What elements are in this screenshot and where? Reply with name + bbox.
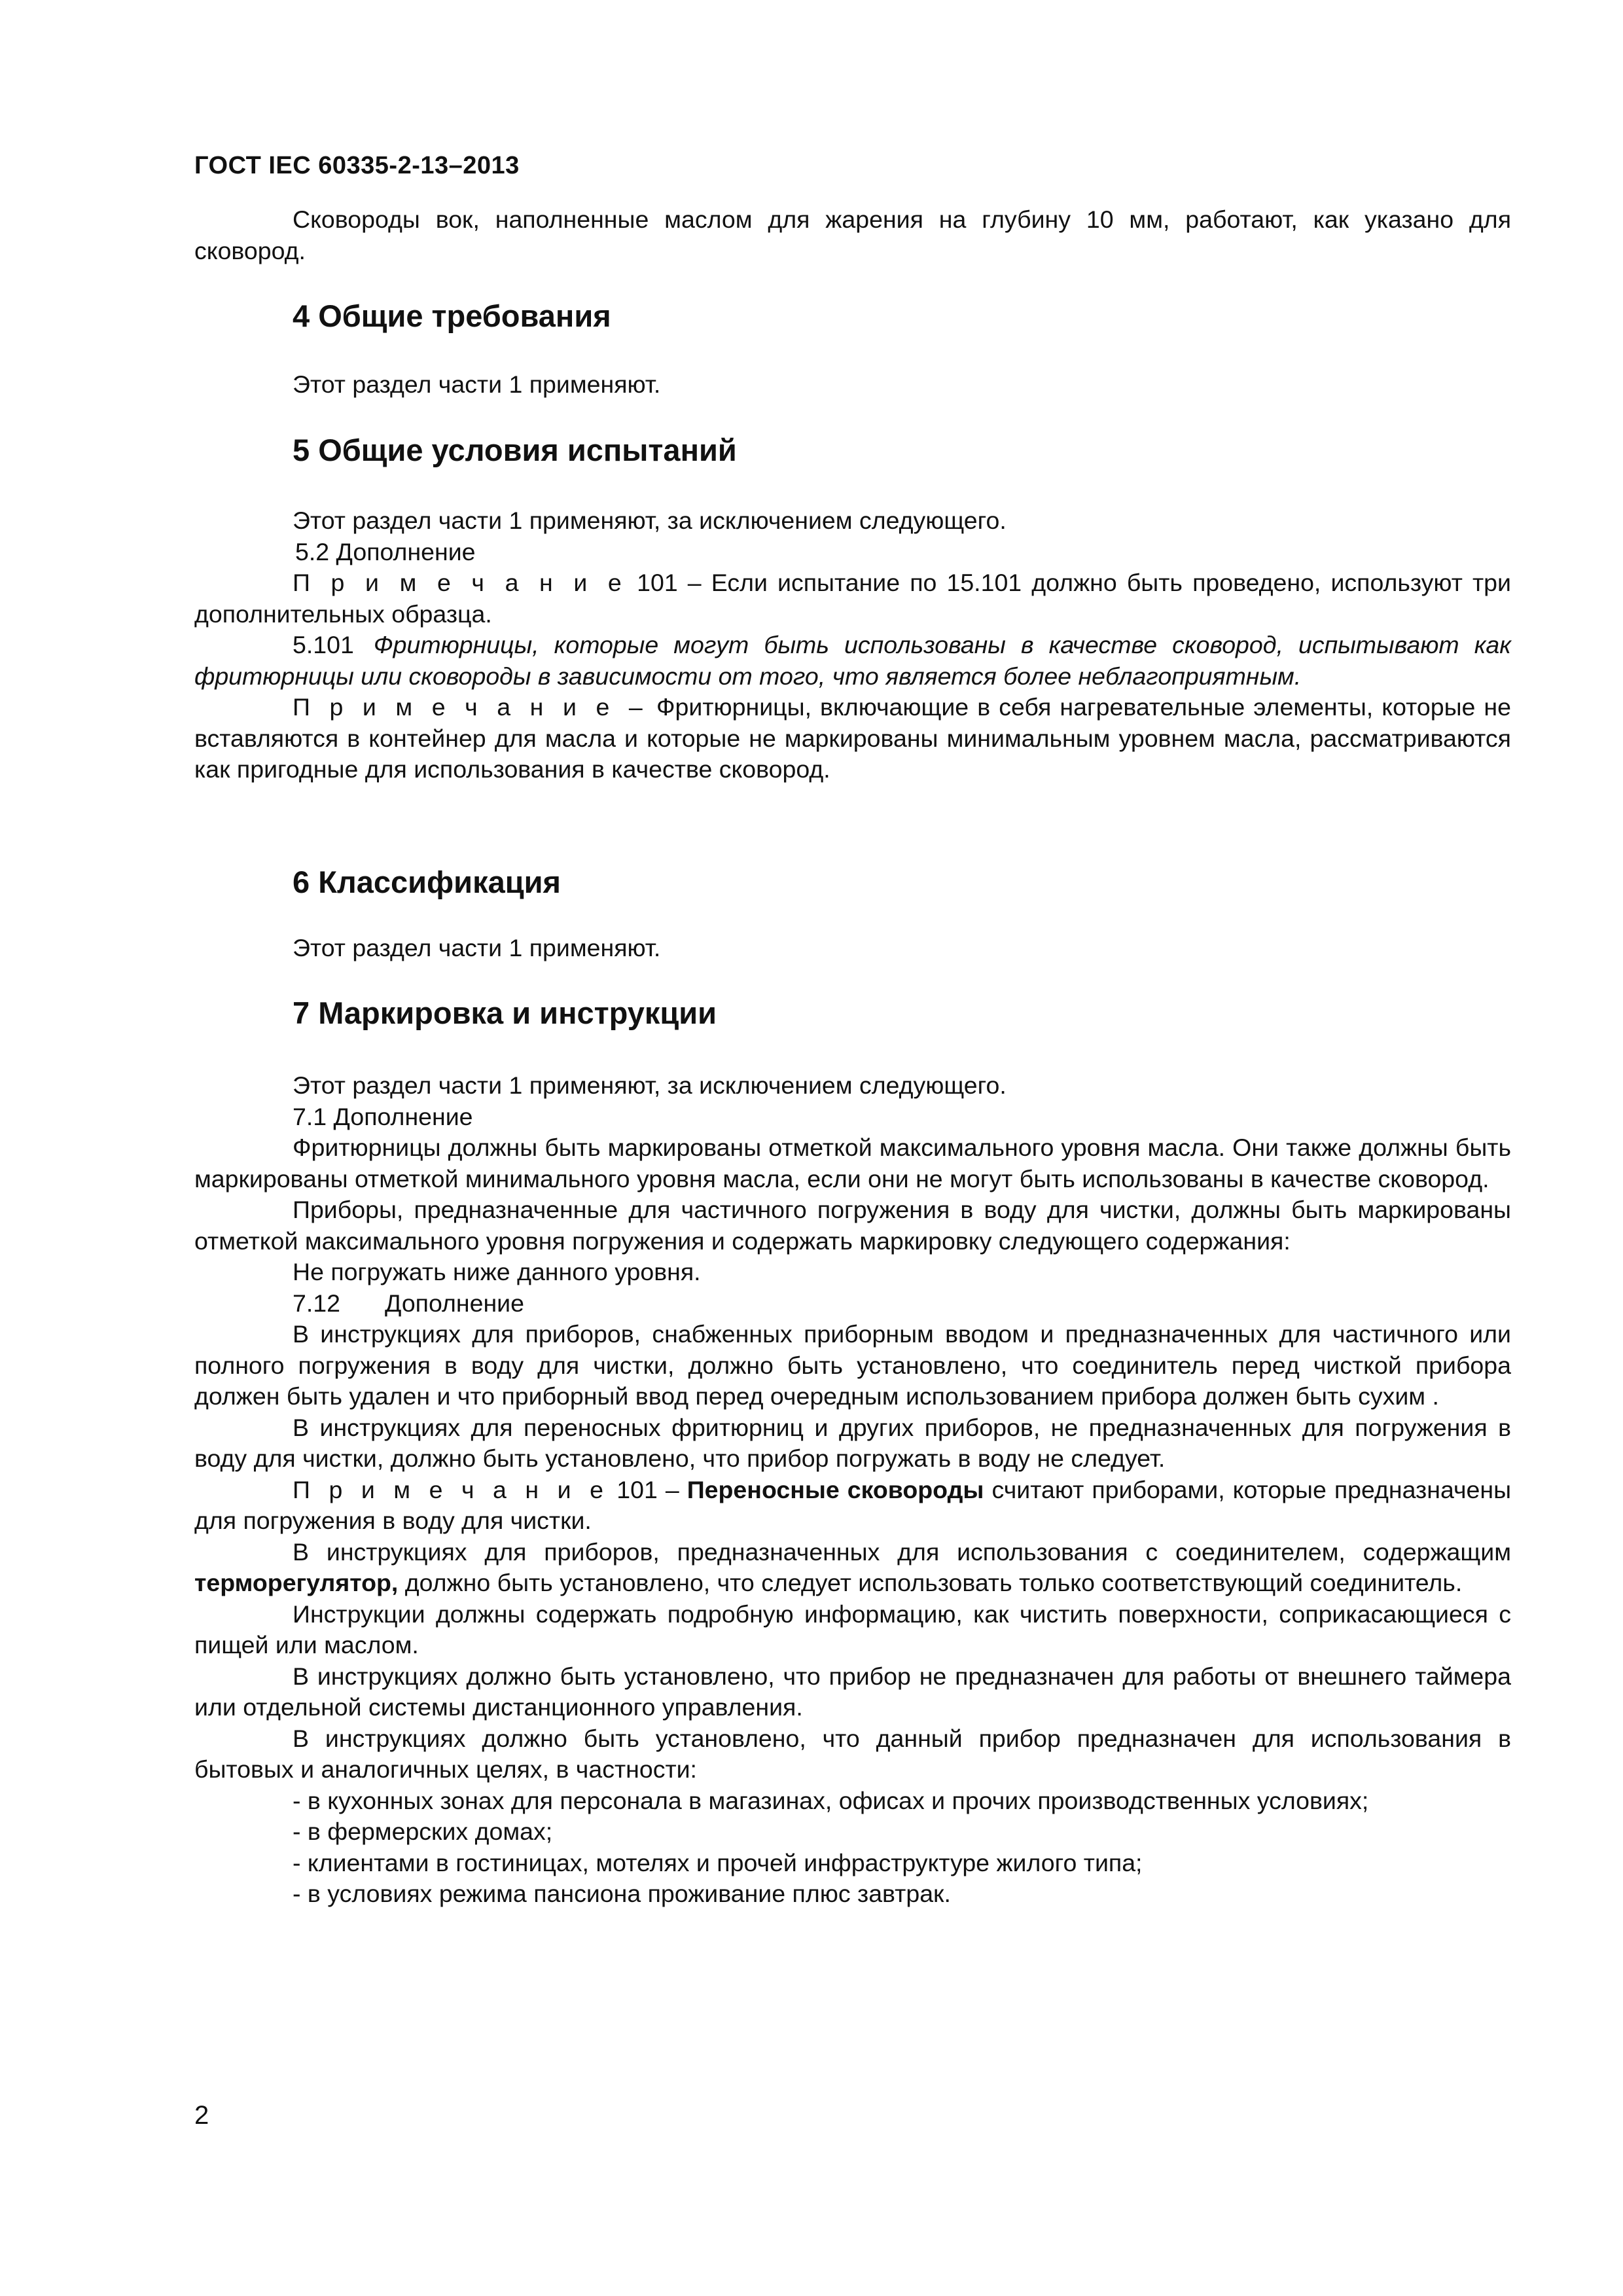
section-7-paragraph: В инструкциях для переносных фритюрниц и других приборов, не предназначенных для погружения в воду для чистки, должно быть установлено, что прибор погружать в воду не следует. [194,1413,1511,1472]
section-5-heading: 5 Общие условия испытаний [293,433,737,467]
section-6-text: Этот раздел части 1 применяют. [293,934,661,961]
section-7-1-clause: 7.1 Дополнение [293,1102,473,1130]
text-run: должно быть установлено, что следует использовать только соответствующий соединитель. [404,1569,1463,1596]
clause-7-12 [194,1288,1511,1319]
marking-text: Не погружать ниже данного уровня. [293,1258,701,1285]
section-5-intro: Этот раздел части 1 применяют, за исключением следующего. [293,507,1007,534]
section-7-paragraph: Приборы, предназначенные для частичного погружения в воду для чистки, должны быть маркированы отметкой максимального уровня погружения и содержать маркировку следующего содержания: [194,1196,1511,1255]
section-4-heading: 4 Общие требования [293,298,611,333]
section-7-paragraph: В инструкциях должно быть установлено, что прибор не предназначен для работы от внешнего таймера или отдельной системы дистанционного управления. [194,1662,1511,1721]
clause-5-101 [194,630,1511,692]
section-7-paragraph: В инструкциях для приборов, снабженных приборным вводом и предназначенных для частичного или полного погружения в воду для чистки, должно быть установлено, что соединитель перед чисткой прибора должен быть удален и что приборный ввод перед очередным использованием прибора должен быть сухим . [194,1320,1511,1410]
list-item: - в кухонных зонах для персонала в магазинах, офисах и прочих производственных условиях; [293,1786,1369,1814]
section-6-heading: 6 Классификация [293,865,561,899]
section-7-paragraph: Фритюрницы должны быть маркированы отметкой максимального уровня масла. Они также должны быть маркированы отметкой минимального уровня масла, если они не могут быть использованы в качестве сковород. [194,1134,1511,1193]
list-item: - в фермерских домах; [293,1818,553,1845]
section-4-body [194,369,1511,401]
section-7-paragraph: В инструкциях должно быть установлено, что данный прибор предназначен для использования в бытовых и аналогичных целях, в частности: [194,1724,1511,1783]
bold-term: терморегулятор, [194,1569,399,1596]
section-7-intro: Этот раздел части 1 применяют, за исключением следующего. [293,1071,1007,1099]
clause-text: Фритюрницы, которые могут быть использованы в качестве сковород, испытывают как фритюрницы или сковороды в зависимости от того, что является более неблагоприятным. [194,631,1511,690]
note-label: П р и м е ч а н и е [293,1475,609,1503]
document-page [194,0,1511,2296]
section-5-note-101 [194,567,1511,630]
section-7-paragraph: Инструкции должны содержать подробную информацию, как чистить поверхности, соприкасающиеся с пищей или маслом. [194,1600,1511,1659]
section-5-2-clause: 5.2 Дополнение [295,537,476,565]
note-label: П р и м е ч а н и е [293,569,627,596]
intro-paragraph: Сковороды вок, наполненные маслом для жарения на глубину 10 мм, работают, как указано для сковород. [194,206,1511,264]
document-header: ГОСТ IEC 60335-2-13–2013 [194,152,520,179]
section-4-text: Этот раздел части 1 применяют. [293,370,661,398]
note-label: П р и м е ч а н и е – [293,693,648,721]
clause-label: Дополнение [385,1289,524,1317]
section-7-note-101 [194,1475,1511,1537]
section-7-body [194,1070,1511,1910]
note-text: считают приборами, которые предназначены для погружения в воду для чистки. [194,1475,1512,1534]
note-text: Фритюрницы, включающие в себя нагревательные элементы, которые не вставляются в контейнер для масла и которые не маркированы минимальным уровнем масла, рассматриваются как пригодные для использования в качестве сковород. [194,693,1511,783]
section-7-paragraph [194,1537,1511,1599]
list-item: - клиентами в гостиницах, мотелях и прочей инфраструктуре жилого типа; [293,1848,1143,1876]
note-text: 101 – Если испытание по 15.101 должно быть проведено, используют три дополнительных образца. [194,569,1511,628]
note-bold-term: Переносные сковороды [687,1475,984,1503]
section-5-note [194,692,1511,785]
intro-block [194,204,1511,266]
page-number: 2 [194,2101,209,2130]
list-item: - в условиях режима пансиона проживание плюс завтрак. [293,1880,951,1907]
clause-number: 5.101 [293,631,354,658]
text-run: В инструкциях для приборов, предназначенных для использования с соединителем, содержащим [293,1537,1511,1566]
clause-number: 7.12 [293,1289,340,1317]
section-6-body [194,933,1511,964]
section-7-heading: 7 Маркировка и инструкции [293,996,717,1030]
section-5-body [194,505,1511,785]
note-number: 101 – [616,1475,679,1503]
